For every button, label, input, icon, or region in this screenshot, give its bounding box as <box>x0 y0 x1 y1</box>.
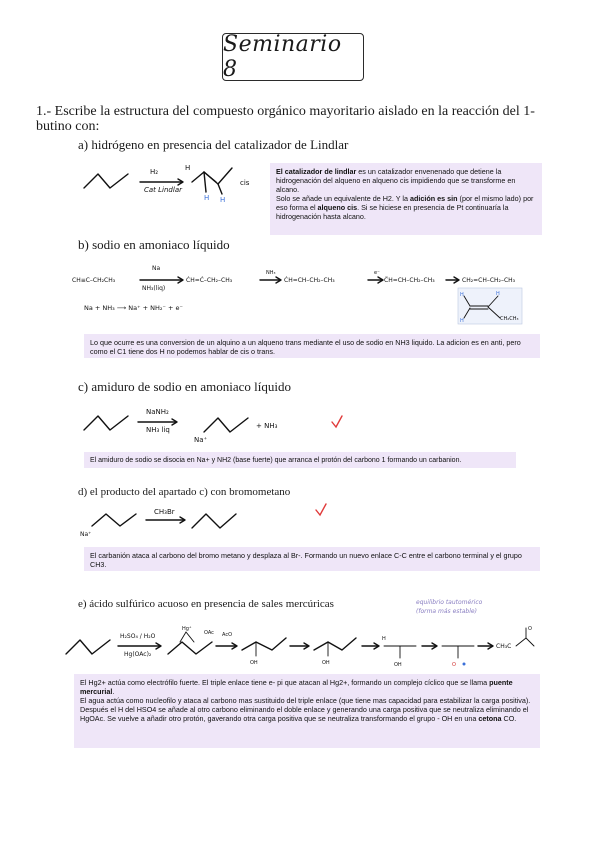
part-c-note: El amiduro de sodio se disocia en Na+ y NH2 (base fuerte) que arranca el protón del carbono 1 formando un carbanion. <box>84 452 516 468</box>
svg-text:CH₂=CH–CH₂–CH₃: CH₂=CH–CH₂–CH₃ <box>462 277 516 284</box>
svg-text:OH: OH <box>250 660 258 666</box>
svg-text:CH₃Br: CH₃Br <box>154 508 175 516</box>
part-a-note: El catalizador de lindlar es un catalizador envenenado que detiene la hidrogenación del alqueno en alqueno cis impidiendo que se transforme en alcano. Solo se añade un equivalente de H2. Y la adición es sin (por el mismo lado) por eso forma el alqueno cis. Si se hiciese en presencia de Pt continuaría la hidrogenación hasta alcano. <box>270 163 542 235</box>
part-d-label: d) el producto del apartado c) con bromometano <box>78 486 291 498</box>
svg-text:OAc: OAc <box>204 630 214 636</box>
svg-text:O: O <box>452 662 456 668</box>
svg-text:C̈H=CH–CH₂–CH₃: C̈H=CH–CH₂–CH₃ <box>384 277 435 284</box>
part-b-trans-structure <box>458 288 522 324</box>
svg-text:Na⁺: Na⁺ <box>194 436 208 444</box>
svg-text:H: H <box>460 318 464 324</box>
part-a-reagent-top: H₂ <box>150 168 159 176</box>
part-e-label: e) ácido sulfúrico acuoso en presencia de sales mercúricas <box>78 598 334 610</box>
part-a-scheme <box>80 160 270 204</box>
svg-text:NH₃: NH₃ <box>266 270 276 276</box>
svg-text:H: H <box>185 164 191 172</box>
svg-text:H: H <box>382 636 386 642</box>
svg-text:ĊH=CH–CH₂–CH₃: ĊH=CH–CH₂–CH₃ <box>284 277 335 284</box>
svg-text:OH: OH <box>322 660 330 666</box>
part-c-label: c) amiduro de sodio en amoniaco líquido <box>78 379 292 394</box>
svg-text:O: O <box>528 626 532 632</box>
page-title: Seminario 8 <box>222 33 364 81</box>
checkmark-icon <box>316 504 326 515</box>
part-e-note: El Hg2+ actúa como electrófilo fuerte. El triple enlace tiene e- pi que atacan al Hg2+, formando un complejo cíclico que se llama puente mercurial. El agua actúa como nucleofilo y ataca al carbono mas sustituido del triple enlace (que tiene mas capacidad para estabilizar la carga positiva). Después el H del HSO4 se añade al otro carbono eliminando el doble enlace y generando una carga positiva que se neutraliza eliminando el HgOAc. Se vuelve a añadir otro protón, gaverando otra carga positiva que se neutraliza transformando el grupo - OH en una cetona CO. <box>74 674 540 748</box>
svg-text:ĊH=Ċ–CH₂–CH₃: ĊH=Ċ–CH₂–CH₃ <box>186 277 233 284</box>
question-text: 1.- Escribe la estructura del compuesto orgánico mayoritario aislado en la reacción del 1-butino con: <box>36 104 535 134</box>
svg-text:equilibrio tautomérico: equilibrio tautomérico <box>416 599 483 606</box>
svg-text:NH₃ liq: NH₃ liq <box>146 426 170 434</box>
part-b-sodium-equation: Na + NH₃ ⟶ Na⁺ + NH₂⁻ + e⁻ <box>84 304 183 312</box>
svg-text:H: H <box>204 194 210 202</box>
svg-text:OH: OH <box>394 662 402 668</box>
svg-text:e⁻: e⁻ <box>374 270 380 276</box>
svg-text:H: H <box>460 292 464 298</box>
svg-text:NH₃(liq): NH₃(liq) <box>142 285 166 292</box>
checkmark-icon <box>332 416 342 427</box>
svg-text:(forma más estable): (forma más estable) <box>416 608 477 615</box>
svg-text:CH₂CH₃: CH₂CH₃ <box>500 316 519 322</box>
svg-text:Hg(OAc)₂: Hg(OAc)₂ <box>124 651 152 658</box>
svg-text:Na⁺: Na⁺ <box>80 531 92 538</box>
svg-text:H: H <box>220 196 226 204</box>
svg-text:NaNH₂: NaNH₂ <box>146 408 169 416</box>
svg-text:+ NH₃: + NH₃ <box>256 422 278 430</box>
svg-text:CH₃C: CH₃C <box>496 643 512 650</box>
part-a-reagent-bottom: Cat Lindlar <box>144 186 182 194</box>
part-b-note: Lo que ocurre es una conversion de un alquino a un alqueno trans mediante el uso de sodio en NH3 liquido. La adicion es en anti, pero como el C1 tiene dos H no podemos hablar de cis o trans. <box>84 334 540 358</box>
svg-text:H: H <box>496 291 500 297</box>
svg-text:Na: Na <box>152 265 161 272</box>
part-e-scheme <box>64 620 554 670</box>
svg-text:Hg⁺: Hg⁺ <box>182 626 192 632</box>
svg-text:H₂SO₄ / H₂O: H₂SO₄ / H₂O <box>120 633 156 640</box>
part-a-label: a) hidrógeno en presencia del catalizador de Lindlar <box>78 137 349 152</box>
part-a-cis-tag: cis <box>240 179 250 187</box>
svg-text:CH≡C–CH₂CH₃: CH≡C–CH₂CH₃ <box>72 277 116 284</box>
svg-text:AcO: AcO <box>222 632 233 638</box>
part-b-label: b) sodio en amoniaco líquido <box>78 237 230 252</box>
part-d-scheme <box>80 502 340 542</box>
part-c-scheme <box>80 400 350 445</box>
part-d-note: El carbanión ataca al carbono del bromo metano y desplaza al Br-. Formando un nuevo enlace C-C entre el carbono terminal y el grupo CH3. <box>84 547 540 571</box>
